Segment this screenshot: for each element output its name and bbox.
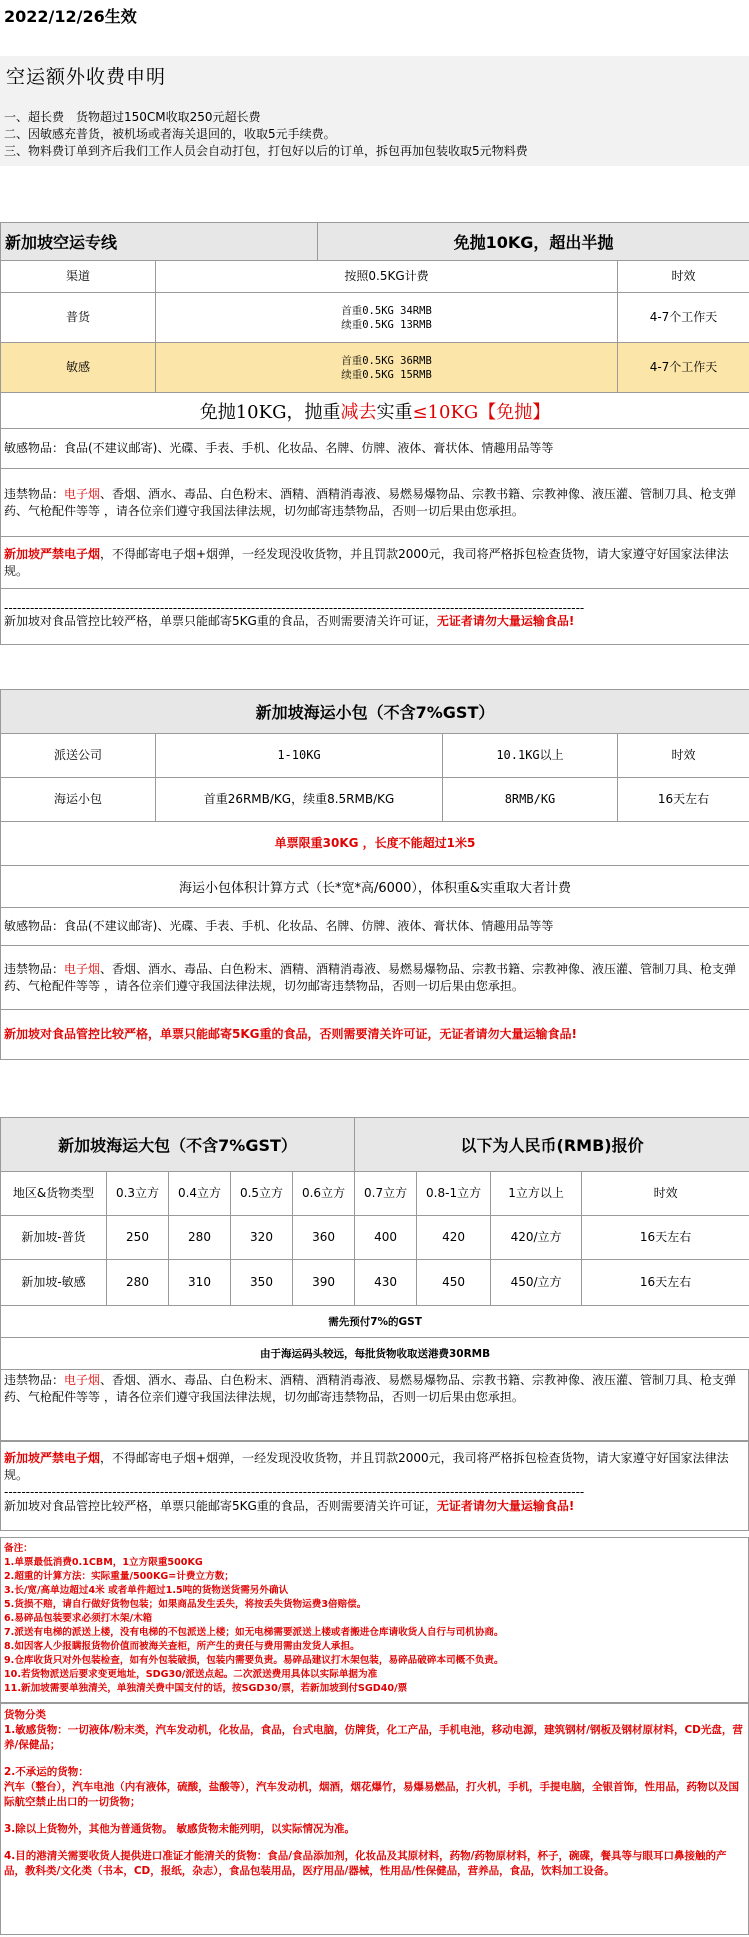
sea-small-header-time: 时效 xyxy=(618,734,749,778)
sea-small-prohibited-red: 电子烟 xyxy=(64,961,101,976)
air-row-general-line1: 首重0.5KG 34RMB xyxy=(341,304,432,317)
sea-big-prohibited-rest: 、香烟、酒水、毒品、白色粉末、酒精、酒精消毒液、易燃易爆物品、宗教书籍、宗教神像、液压灌、管制刀具、枪支弹药、气枪配件等等 ，请各位亲们遵守我国法律法规，切勿邮寄违禁物品，否则一切后果由您承担。 xyxy=(4,1373,737,1404)
air-free-red-1: 减去 xyxy=(340,401,377,423)
sea-big-sensitive-05: 350 xyxy=(231,1260,293,1306)
air-notice-line-1: 一、超长费 货物超过150CM收取250元超长费 xyxy=(4,110,261,124)
sea-big-sensitive-04: 310 xyxy=(169,1260,231,1306)
sea-big-sensitive-06: 390 xyxy=(293,1260,355,1306)
air-row-general-time: 4-7个工作天 xyxy=(618,293,749,343)
air-food-black: 新加坡对食品管控比较严格，单票只能邮寄5KG重的食品，否则需要清关许可证， xyxy=(4,614,437,628)
sea-small-row-price2: 8RMB/KG xyxy=(443,778,618,822)
sea-big-general-07: 400 xyxy=(355,1216,417,1260)
air-table-subtitle: 免抛10KG，超出半抛 xyxy=(318,223,749,261)
sea-big-sensitive-07: 430 xyxy=(355,1260,417,1306)
sea-big-prohibited-label: 违禁物品： xyxy=(4,1373,65,1387)
sea-big-dash-line: -------------------------------------------------------------------------------------------------------------------------------------- xyxy=(4,1486,585,1498)
sea-small-prohibited xyxy=(1,946,749,1010)
sea-big-general-over1: 420/立方 xyxy=(491,1216,582,1260)
sea-big-cargo-title: 货物分类 xyxy=(4,1709,46,1721)
sea-big-general-05: 320 xyxy=(231,1216,293,1260)
sea-big-note-3: 3.长/宽/高单边超过4米 或者单件超过1.5吨的货物送货需另外确认 xyxy=(4,1585,289,1596)
air-row-general-price xyxy=(156,293,618,343)
sea-big-cargo-3: 3.除以上货物外，其他为普通货物。 敏感货物未能列明，以实际情况为准。 xyxy=(4,1823,355,1835)
air-ecig-rest: ，不得邮寄电子烟+烟弹，一经发现没收货物，并且罚款2000元，我司将严格拆包检查货物，请大家遵守好国家法律法规。 xyxy=(4,546,729,578)
sea-small-header-range1: 1-10KG xyxy=(156,734,443,778)
air-table xyxy=(0,222,749,645)
sea-big-note-5: 5.货损不赔，请自行做好货物包装；如果商品发生丢失，将按丢失货物运费3倍赔偿。 xyxy=(4,1599,367,1610)
sea-big-header-08-1: 0.8-1立方 xyxy=(417,1172,491,1216)
air-row-sensitive-price xyxy=(156,343,618,393)
sea-small-row-name: 海运小包 xyxy=(1,778,156,822)
sea-big-general-08-1: 420 xyxy=(417,1216,491,1260)
sea-small-row-price1: 首重26RMB/KG，续重8.5RMB/KG xyxy=(156,778,443,822)
air-ecig-red: 新加坡严禁电子烟 xyxy=(4,546,101,561)
air-header-time: 时效 xyxy=(618,261,749,293)
air-row-sensitive-line2: 续重0.5KG 15RMB xyxy=(341,368,432,381)
sea-big-gst: 需先预付7%的GST xyxy=(1,1306,749,1338)
air-notice-line-2: 二、因敏感充普货，被机场或者海关退回的，收取5元手续费。 xyxy=(4,127,336,141)
sea-big-general-06: 360 xyxy=(293,1216,355,1260)
sea-big-food-notice xyxy=(4,1498,745,1515)
air-notice-line-3: 三、物料费订单到齐后我们工作人员会自动打包，打包好以后的订单，拆包再加包装收取5元物料费 xyxy=(4,144,528,158)
sea-big-ecig-food xyxy=(0,1441,749,1531)
sea-big-header-07: 0.7立方 xyxy=(355,1172,417,1216)
sea-small-prohibited-rest: 、香烟、酒水、毒品、白色粉末、酒精、酒精消毒液、易燃易爆物品、宗教书籍、宗教神像、液压灌、管制刀具、枪支弹药、气枪配件等等 ，请各位亲们遵守我国法律法规，切勿邮寄违禁物品，否则一切后果由您承担。 xyxy=(4,961,737,993)
sea-big-sensitive-region: 新加坡-敏感 xyxy=(1,1260,107,1306)
sea-big-notes xyxy=(0,1537,749,1703)
air-free-volume xyxy=(1,393,749,429)
air-header-channel: 渠道 xyxy=(1,261,156,293)
sea-big-ecig-rest: ，不得邮寄电子烟+烟弹，一经发现没收货物，并且罚款2000元，我司将严格拆包检查货物，请大家遵守好国家法律法规。 xyxy=(4,1451,729,1482)
sea-big-note-7: 7.派送有电梯的派送上楼，没有电梯的不包派送上楼；如无电梯需要派送上楼或者搬进仓库请收货人自行与司机协商。 xyxy=(4,1627,504,1638)
air-prohibited-rest: 、香烟、酒水、毒品、白色粉末、酒精、酒精消毒液、易燃易爆物品、宗教书籍、宗教神像、液压灌、管制刀具、枪支弹药、气枪配件等等 ，请各位亲们遵守我国法律法规，切勿邮寄违禁物品，否则一切后果由您承担。 xyxy=(4,486,737,518)
sea-small-food: 新加坡对食品管控比较严格，单票只能邮寄5KG重的食品，否则需要清关许可证，无证者请勿大量运输食品! xyxy=(1,1010,749,1060)
sea-big-notes-title: 备注： xyxy=(4,1543,33,1554)
sea-small-row-time: 16天左右 xyxy=(618,778,749,822)
sea-big-sensitive-08-1: 450 xyxy=(417,1260,491,1306)
sea-big-header-over1: 1立方以上 xyxy=(491,1172,582,1216)
sea-big-cargo xyxy=(0,1703,749,1935)
sea-big-cargo-2-detail: 汽车（整台），汽车电池（内有液体，硫酸，盐酸等），汽车发动机，烟酒，烟花爆竹，易爆易燃品，打火机，手机，手提电脑，全银首饰，性用品，药物以及国际航空禁止出口的一切货物； xyxy=(4,1781,739,1808)
air-free-text-1: 免抛10KG，抛重 xyxy=(199,401,341,423)
sea-big-sensitive-03: 280 xyxy=(107,1260,169,1306)
sea-big-cargo-2: 2.不承运的货物： xyxy=(4,1766,89,1778)
sea-big-subtitle: 以下为人民币(RMB)报价 xyxy=(355,1118,749,1172)
sea-big-port-fee: 由于海运码头较远，每批货物收取送港费30RMB xyxy=(1,1338,749,1370)
sea-big-header-04: 0.4立方 xyxy=(169,1172,231,1216)
sea-big-note-9: 9.仓库收货只对外包装检查，如有外包装破损，包装内需要负责。易碎品建议打木架包装，易碎品破碎本司概不负责。 xyxy=(4,1655,504,1666)
air-row-sensitive-line1: 首重0.5KG 36RMB xyxy=(341,354,432,367)
air-row-general-channel: 普货 xyxy=(1,293,156,343)
sea-big-general-04: 280 xyxy=(169,1216,231,1260)
sea-big-note-10: 10.若货物派送后要求变更地址，SDG30/派送点起。二次派送费用具体以实际单据为准 xyxy=(4,1669,378,1680)
sea-small-sensitive: 敏感物品：食品(不建议邮寄)、光碟、手表、手机、化妆品、名牌、仿牌、液体、膏状体、情趣用品等等 xyxy=(1,908,749,946)
sea-big-header-region: 地区&货物类型 xyxy=(1,1172,107,1216)
sea-big-header-05: 0.5立方 xyxy=(231,1172,293,1216)
sea-big-sensitive-over1: 450/立方 xyxy=(491,1260,582,1306)
sea-big-table xyxy=(0,1117,749,1370)
sea-big-general-region: 新加坡-普货 xyxy=(1,1216,107,1260)
sea-small-prohibited-label: 违禁物品： xyxy=(4,961,65,976)
sea-small-limit: 单票限重30KG ，长度不能超过1米5 xyxy=(1,822,749,866)
sea-big-note-1: 1.单票最低消费0.1CBM，1立方限重500KG xyxy=(4,1557,203,1568)
sea-big-header-06: 0.6立方 xyxy=(293,1172,355,1216)
air-prohibited-goods xyxy=(1,469,749,537)
sea-big-food-red: 无证者请勿大量运输食品! xyxy=(436,1499,575,1513)
air-free-text-2: 实重 xyxy=(376,401,413,423)
air-dash-line: -------------------------------------------------------------------------------------------------------------------------------------- xyxy=(4,603,585,613)
sea-big-note-6: 6.易碎品包装要求必须打木架/木箱 xyxy=(4,1613,153,1624)
sea-big-title: 新加坡海运大包（不含7%GST） xyxy=(1,1118,355,1172)
air-header-pricing: 按照0.5KG计费 xyxy=(156,261,618,293)
sea-big-prohibited-red: 电子烟 xyxy=(64,1373,101,1387)
air-food-notice xyxy=(1,589,749,645)
air-free-red-2: ≤10KG【免抛】 xyxy=(412,401,551,423)
sea-big-food-black: 新加坡对食品管控比较严格，单票只能邮寄5KG重的食品，否则需要清关许可证， xyxy=(4,1499,437,1513)
sea-big-ecig-red: 新加坡严禁电子烟 xyxy=(4,1451,101,1465)
sea-big-note-2: 2.超重的计算方法：实际重量/500KG=计费立方数； xyxy=(4,1571,234,1582)
sea-big-note-8: 8.如因客人少报瞒报货物价值而被海关查柜，所产生的责任与费用需由发货人承担。 xyxy=(4,1641,360,1652)
air-row-sensitive-time: 4-7个工作天 xyxy=(618,343,749,393)
air-row-general-line2: 续重0.5KG 13RMB xyxy=(341,318,432,331)
air-food-red: 无证者请勿大量运输食品! xyxy=(436,614,575,628)
air-prohibited-red: 电子烟 xyxy=(64,486,101,501)
sea-big-header-time: 时效 xyxy=(582,1172,749,1216)
air-table-title: 新加坡空运专线 xyxy=(1,223,318,261)
air-notice-title: 空运额外收费申明 xyxy=(6,66,167,88)
sea-small-table xyxy=(0,689,749,1060)
sea-big-cargo-4: 4.目的港清关需要收货人提供进口准证才能清关的货物：食品/食品添加剂，化妆品及其原材料，药物/药物原材料，杯子，碗碟，餐具等与眼耳口鼻接触的产品，教科类/文化类（书本，CD，报纸，杂志），食品包装用品，医疗用品/器械，性用品/性保健品，营养品，食品，饮料加工设备。 xyxy=(4,1850,727,1877)
sea-big-ecig-notice xyxy=(4,1450,745,1484)
air-prohibited-label: 违禁物品： xyxy=(4,486,65,501)
sea-big-sensitive-time: 16天左右 xyxy=(582,1260,749,1306)
sea-small-title: 新加坡海运小包（不含7%GST） xyxy=(1,690,749,734)
air-row-sensitive-channel: 敏感 xyxy=(1,343,156,393)
air-ecig-notice xyxy=(1,537,749,589)
sea-small-header-company: 派送公司 xyxy=(1,734,156,778)
sea-big-general-03: 250 xyxy=(107,1216,169,1260)
air-sensitive-goods: 敏感物品：食品(不建议邮寄)、光碟、手表、手机、化妆品、名牌、仿牌、液体、膏状体、情趣用品等等 xyxy=(1,429,749,469)
sea-small-header-range2: 10.1KG以上 xyxy=(443,734,618,778)
sea-big-cargo-1: 1.敏感货物：一切液体/粉末类，汽车发动机，化妆品，食品，台式电脑，仿牌货，化工产品，手机电池，移动电源，建筑钢材/钢板及钢材原材料，CD光盘，营养/保健品； xyxy=(4,1724,743,1751)
effective-date: 2022/12/26生效 xyxy=(4,7,137,26)
air-notice-box xyxy=(0,56,749,166)
sea-big-general-time: 16天左右 xyxy=(582,1216,749,1260)
sea-big-note-11: 11.新加坡需要单独清关，单独清关费中国支付的话，按SGD30/票，若新加坡到付SGD40/票 xyxy=(4,1683,408,1694)
sea-big-header-03: 0.3立方 xyxy=(107,1172,169,1216)
sea-small-volume: 海运小包体积计算方式（长*宽*高/6000），体积重&实重取大者计费 xyxy=(1,866,749,908)
sea-big-prohibited xyxy=(0,1369,749,1441)
